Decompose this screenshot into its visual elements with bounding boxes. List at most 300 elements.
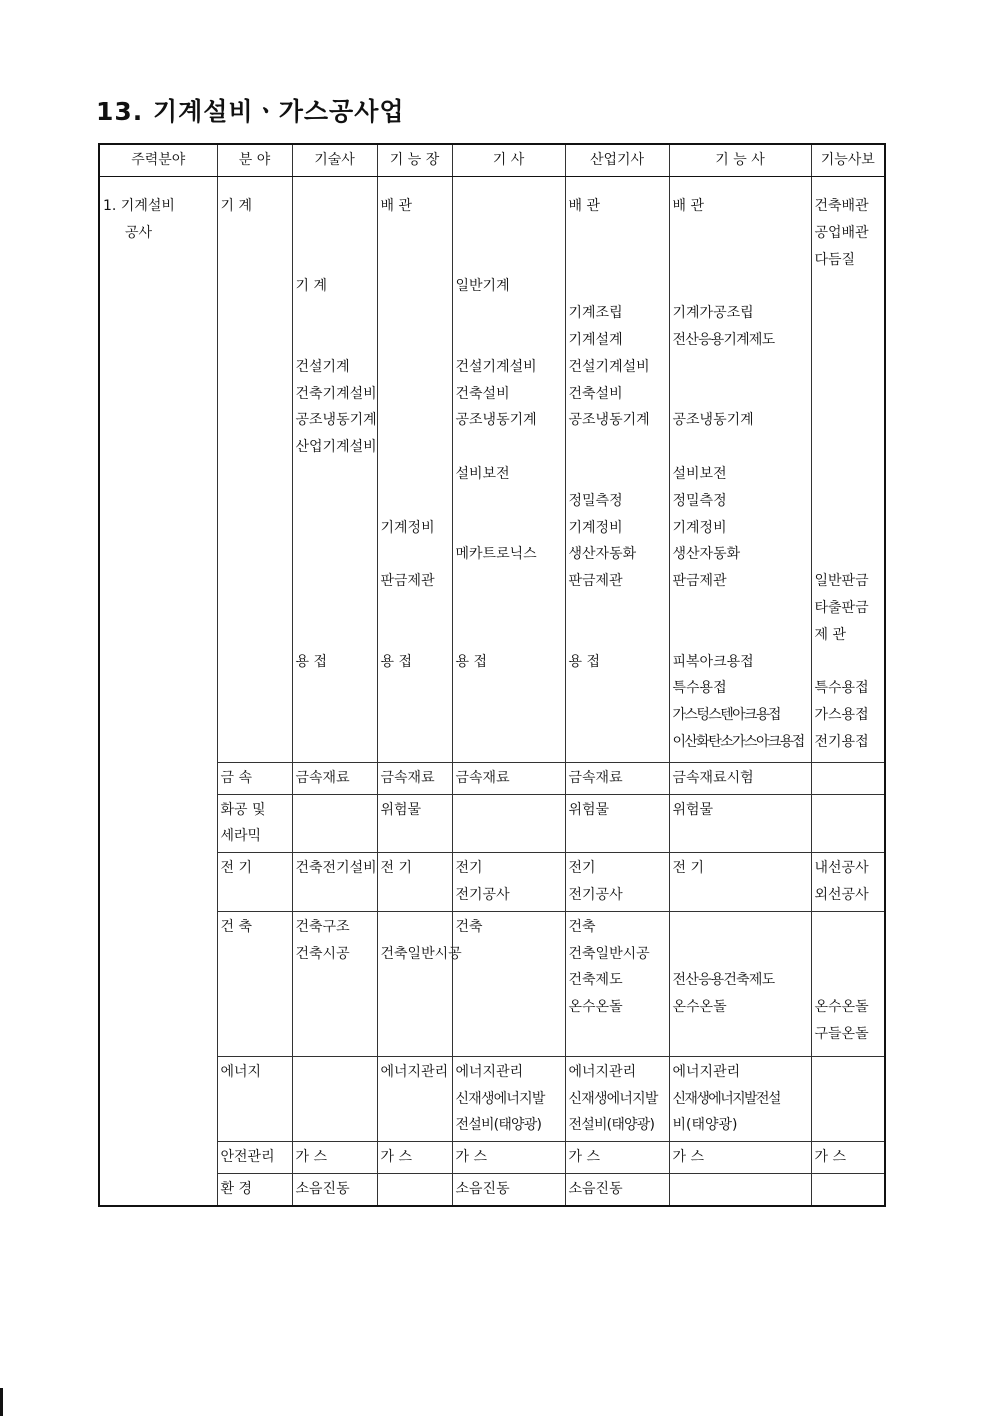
qualification-cell: [377, 1173, 452, 1205]
blank-line: [456, 675, 562, 702]
qualification-item: 건설기계설비: [455, 358, 537, 375]
blank-line: [456, 568, 562, 595]
blank-line: [381, 1112, 449, 1139]
qualification-item: 에너지관리: [568, 1063, 637, 1080]
qualification-table: [98, 143, 886, 1207]
blank-line: [815, 488, 882, 515]
blank-line: [381, 914, 449, 941]
qualification-item: 건축일반시공: [568, 945, 650, 962]
qualification-item: 금속재료: [455, 769, 510, 786]
qualification-item: 전기공사: [568, 886, 623, 903]
blank-line: [673, 882, 808, 909]
blank-line: [296, 515, 374, 542]
qualification-item: 가 스: [455, 1149, 487, 1166]
blank-line: [815, 541, 882, 568]
qualification-cell: [292, 177, 377, 763]
qualification-item: 금속재료: [295, 769, 350, 786]
blank-line: [815, 797, 882, 824]
main-field-line: 공사: [125, 224, 153, 241]
table-row: [99, 762, 885, 794]
main-field-line: 1. 기계설비: [103, 198, 175, 214]
qualification-item: 건축배관: [814, 198, 869, 214]
qualification-item: 신재생에너지발: [568, 1090, 658, 1107]
blank-line: [815, 1112, 882, 1139]
blank-line: [296, 729, 374, 756]
qualification-item: 소음진동: [568, 1180, 623, 1197]
qualification-item: 온수온돌: [672, 999, 727, 1016]
qualification-cell: [452, 1056, 565, 1141]
qualification-item: 외선공사: [814, 886, 869, 903]
blank-line: [381, 595, 449, 622]
blank-line: [815, 407, 882, 434]
header-row: [99, 144, 885, 177]
qualification-item: 피복아크용접: [672, 653, 754, 670]
field-label: 건 축: [220, 918, 252, 935]
qualification-cell: [669, 911, 811, 1056]
qualification-cell: [452, 911, 565, 1056]
blank-line: [296, 247, 374, 274]
field-cell: [217, 794, 292, 853]
qualification-item: 건축설비: [568, 385, 623, 402]
qualification-item: 신재생에너지발전설: [672, 1090, 780, 1107]
qualification-item: 용 접: [455, 653, 487, 670]
column-header: 기술사: [292, 144, 377, 177]
qualification-cell: [811, 1142, 885, 1174]
blank-line: [381, 273, 449, 300]
qualification-cell: [669, 1142, 811, 1174]
blank-line: [381, 823, 449, 850]
qualification-cell: [292, 762, 377, 794]
qualification-cell: [565, 1056, 669, 1141]
qualification-item: 전설비(태양광): [455, 1117, 542, 1134]
blank-line: [569, 729, 666, 756]
blank-line: [456, 595, 562, 622]
blank-line: [381, 675, 449, 702]
blank-line: [456, 797, 562, 824]
blank-line: [296, 595, 374, 622]
blank-line: [296, 675, 374, 702]
column-header: 기능사보: [811, 144, 885, 177]
blank-line: [381, 541, 449, 568]
blank-line: [456, 515, 562, 542]
qualification-cell: [669, 853, 811, 912]
blank-line: [673, 247, 808, 274]
qualification-item: 공조냉동기계: [672, 412, 754, 429]
qualification-item: 배 관: [568, 198, 600, 214]
blank-line: [381, 1021, 449, 1048]
blank-line: [456, 327, 562, 354]
blank-line: [815, 967, 882, 994]
blank-line: [296, 702, 374, 729]
qualification-item: 에너지관리: [672, 1063, 741, 1080]
blank-line: [815, 515, 882, 542]
qualification-cell: [452, 1142, 565, 1174]
blank-line: [296, 300, 374, 327]
qualification-item: 가 스: [814, 1149, 846, 1166]
qualification-item: 구들온돌: [814, 1025, 869, 1042]
qualification-item: 이산화탄소가스아크용접: [672, 733, 804, 750]
blank-line: [381, 381, 449, 408]
blank-line: [381, 354, 449, 381]
blank-line: [815, 1176, 882, 1203]
qualification-item: 공조냉동기계: [295, 412, 377, 429]
column-header: 주력분야: [99, 144, 217, 177]
blank-line: [296, 461, 374, 488]
qualification-cell: [377, 177, 452, 763]
qualification-cell: [669, 762, 811, 794]
qualification-item: 소음진동: [455, 1180, 510, 1197]
blank-line: [456, 967, 562, 994]
field-label: 에너지: [220, 1063, 262, 1080]
qualification-cell: [292, 794, 377, 853]
qualification-cell: [811, 177, 885, 763]
qualification-item: 전기공사: [455, 886, 510, 903]
blank-line: [569, 461, 666, 488]
table-body: [99, 177, 885, 1206]
field-cell: [217, 911, 292, 1056]
qualification-item: 기계조립: [568, 305, 623, 322]
field-label: 금 속: [220, 769, 252, 786]
blank-line: [569, 247, 666, 274]
blank-line: [673, 1021, 808, 1048]
qualification-cell: [565, 762, 669, 794]
field-cell: [217, 853, 292, 912]
qualification-cell: [811, 853, 885, 912]
table-row: [99, 853, 885, 912]
field-cell: [217, 1142, 292, 1174]
blank-line: [456, 702, 562, 729]
qualification-item: 공업배관: [814, 224, 869, 241]
blank-line: [815, 461, 882, 488]
blank-line: [296, 994, 374, 1021]
qualification-item: 건축: [455, 918, 483, 935]
qualification-item: 용 접: [380, 653, 412, 670]
qualification-item: 용 접: [295, 653, 327, 670]
qualification-item: 일반판금: [814, 573, 869, 590]
field-label: 환 경: [220, 1180, 252, 1197]
qualification-item: 전산응용건축제도: [672, 972, 775, 989]
blank-line: [456, 434, 562, 461]
field-label: 안전관리: [220, 1149, 275, 1166]
blank-line: [815, 941, 882, 968]
qualification-item: 기계가공조립: [672, 305, 754, 322]
field-label: 화공 및: [220, 801, 266, 818]
qualification-item: 설비보전: [672, 465, 727, 482]
qualification-cell: [377, 1142, 452, 1174]
blank-line: [381, 622, 449, 649]
qualification-item: 공조냉동기계: [568, 412, 650, 429]
blank-line: [381, 434, 449, 461]
table-row: [99, 911, 885, 1056]
qualification-cell: [377, 853, 452, 912]
qualification-cell: [292, 853, 377, 912]
blank-line: [381, 488, 449, 515]
qualification-item: 건축전기설비: [295, 860, 377, 877]
table-row: [99, 1173, 885, 1205]
qualification-item: 온수온돌: [568, 999, 623, 1016]
qualification-cell: [669, 1056, 811, 1141]
qualification-item: 기계정비: [672, 519, 727, 536]
qualification-item: 전 기: [380, 860, 412, 877]
blank-line: [815, 1086, 882, 1113]
blank-line: [456, 300, 562, 327]
blank-line: [381, 967, 449, 994]
qualification-item: 배 관: [380, 198, 412, 214]
blank-line: [381, 882, 449, 909]
blank-line: [673, 273, 808, 300]
qualification-item: 생산자동화: [568, 546, 637, 563]
blank-line: [815, 381, 882, 408]
qualification-item: 전기: [568, 860, 596, 877]
blank-line: [296, 193, 374, 220]
blank-line: [456, 994, 562, 1021]
qualification-item: 신재생에너지발: [455, 1090, 545, 1107]
column-header: 분 야: [217, 144, 292, 177]
column-header: 기 사: [452, 144, 565, 177]
blank-line: [381, 729, 449, 756]
blank-line: [296, 1086, 374, 1113]
blank-line: [296, 1021, 374, 1048]
blank-line: [569, 823, 666, 850]
blank-line: [569, 595, 666, 622]
qualification-item: 위험물: [568, 801, 610, 818]
qualification-item: 가 스: [568, 1149, 600, 1166]
blank-line: [815, 434, 882, 461]
blank-line: [456, 941, 562, 968]
blank-line: [296, 797, 374, 824]
blank-line: [296, 327, 374, 354]
blank-line: [456, 488, 562, 515]
qualification-item: 설비보전: [455, 465, 510, 482]
qualification-cell: [452, 762, 565, 794]
qualification-item: 비(태양광): [672, 1117, 738, 1134]
qualification-cell: [811, 794, 885, 853]
blank-line: [815, 327, 882, 354]
qualification-item: 건축기계설비: [295, 385, 377, 402]
blank-line: [815, 765, 882, 792]
qualification-item: 판금제관: [672, 573, 727, 590]
blank-line: [673, 1176, 808, 1203]
qualification-item: 위험물: [380, 801, 422, 818]
blank-line: [673, 595, 808, 622]
blank-line: [456, 220, 562, 247]
blank-line: [296, 568, 374, 595]
blank-line: [381, 1176, 449, 1203]
qualification-item: 전기용접: [814, 733, 869, 750]
qualification-item: 에너지관리: [380, 1063, 449, 1080]
qualification-item: 위험물: [672, 801, 714, 818]
qualification-item: 전설비(태양광): [568, 1117, 655, 1134]
qualification-cell: [565, 853, 669, 912]
qualification-cell: [565, 911, 669, 1056]
blank-line: [456, 823, 562, 850]
qualification-item: 다듬질: [814, 251, 856, 268]
table-row: [99, 1056, 885, 1141]
table-row: [99, 1142, 885, 1174]
qualification-item: 전산응용기계제도: [672, 331, 775, 348]
qualification-item: 생산자동화: [672, 546, 741, 563]
field-label: 기 계: [220, 198, 252, 214]
qualification-item: 일반기계: [455, 278, 510, 295]
blank-line: [569, 702, 666, 729]
blank-line: [569, 434, 666, 461]
blank-line: [296, 541, 374, 568]
qualification-item: 소음진동: [295, 1180, 350, 1197]
qualification-item: 건축일반시공: [380, 945, 462, 962]
blank-line: [456, 1021, 562, 1048]
field-label: 전 기: [220, 860, 252, 877]
blank-line: [296, 622, 374, 649]
main-field-cell: [99, 177, 217, 1206]
qualification-item: 특수용접: [814, 680, 869, 697]
margin-mark: [0, 1388, 3, 1416]
blank-line: [381, 327, 449, 354]
qualification-cell: [669, 177, 811, 763]
qualification-item: 산업기계설비: [295, 439, 377, 456]
blank-line: [673, 220, 808, 247]
qualification-cell: [452, 794, 565, 853]
qualification-item: 판금제관: [568, 573, 623, 590]
blank-line: [296, 882, 374, 909]
blank-line: [815, 300, 882, 327]
qualification-cell: [292, 911, 377, 1056]
blank-line: [296, 220, 374, 247]
blank-line: [815, 649, 882, 676]
qualification-item: 건축제도: [568, 972, 623, 989]
qualification-cell: [811, 1056, 885, 1141]
qualification-item: 타출판금: [814, 599, 869, 616]
qualification-cell: [811, 911, 885, 1056]
blank-line: [569, 220, 666, 247]
blank-line: [381, 300, 449, 327]
qualification-item: 전 기: [672, 860, 704, 877]
qualification-cell: [452, 853, 565, 912]
blank-line: [569, 1021, 666, 1048]
blank-line: [815, 354, 882, 381]
qualification-cell: [292, 1056, 377, 1141]
qualification-item: 건축시공: [295, 945, 350, 962]
qualification-cell: [377, 911, 462, 1056]
qualification-item: 건축설비: [455, 385, 510, 402]
qualification-item: 전기: [455, 860, 483, 877]
blank-line: [381, 247, 449, 274]
blank-line: [815, 823, 882, 850]
blank-line: [296, 967, 374, 994]
page-title: 13. 기계설비ㆍ가스공사업: [96, 97, 405, 126]
table-row: [99, 794, 885, 853]
blank-line: [296, 1112, 374, 1139]
qualification-item: 공조냉동기계: [455, 412, 537, 429]
qualification-cell: [452, 177, 565, 763]
field-cell: [217, 1173, 292, 1205]
blank-line: [381, 1086, 449, 1113]
blank-line: [456, 247, 562, 274]
qualification-item: 건축구조: [295, 918, 350, 935]
blank-line: [815, 273, 882, 300]
qualification-cell: [669, 1173, 811, 1205]
qualification-item: 판금제관: [380, 573, 435, 590]
qualification-cell: [565, 177, 669, 763]
qualification-item: 특수용접: [672, 680, 727, 697]
blank-line: [569, 675, 666, 702]
column-header: 기 능 사: [669, 144, 811, 177]
blank-line: [673, 823, 808, 850]
field-cell: [217, 177, 292, 763]
blank-line: [296, 488, 374, 515]
qualification-cell: [811, 762, 885, 794]
qualification-item: 금속재료: [380, 769, 435, 786]
qualification-item: 건설기계: [295, 358, 350, 375]
qualification-cell: [565, 1173, 669, 1205]
qualification-cell: [292, 1173, 377, 1205]
blank-line: [673, 941, 808, 968]
qualification-item: 제 관: [814, 626, 846, 643]
qualification-item: 가 스: [380, 1149, 412, 1166]
blank-line: [456, 729, 562, 756]
blank-line: [569, 273, 666, 300]
qualification-item: 배 관: [672, 198, 704, 214]
blank-line: [673, 434, 808, 461]
blank-line: [381, 407, 449, 434]
qualification-cell: [377, 762, 452, 794]
qualification-item: 건설기계설비: [568, 358, 650, 375]
qualification-cell: [811, 1173, 885, 1205]
field-label: 세라믹: [220, 828, 262, 845]
qualification-cell: [377, 1056, 452, 1141]
qualification-item: 건축: [568, 918, 596, 935]
qualification-cell: [669, 794, 811, 853]
qualification-cell: [565, 1142, 669, 1174]
blank-line: [815, 1059, 882, 1086]
blank-line: [673, 354, 808, 381]
qualification-cell: [377, 794, 452, 853]
qualification-item: 정밀측정: [568, 492, 623, 509]
blank-line: [381, 994, 449, 1021]
qualification-item: 온수온돌: [814, 999, 869, 1016]
qualification-item: 기계정비: [380, 519, 435, 536]
blank-line: [456, 622, 562, 649]
field-cell: [217, 762, 292, 794]
qualification-item: 메카트로닉스: [455, 546, 537, 563]
qualification-item: 가 스: [672, 1149, 704, 1166]
blank-line: [296, 823, 374, 850]
column-header: 기 능 장: [377, 144, 452, 177]
qualification-cell: [452, 1173, 565, 1205]
blank-line: [815, 914, 882, 941]
qualification-item: 용 접: [568, 653, 600, 670]
qualification-item: 가 스: [295, 1149, 327, 1166]
qualification-item: 기계설계: [568, 331, 623, 348]
blank-line: [673, 381, 808, 408]
blank-line: [673, 914, 808, 941]
blank-line: [296, 1059, 374, 1086]
table-row: [99, 177, 885, 763]
blank-line: [381, 461, 449, 488]
qualification-item: 기계정비: [568, 519, 623, 536]
field-cell: [217, 1056, 292, 1141]
qualification-item: 가스텅스텐아크용접: [672, 707, 780, 724]
qualification-cell: [292, 1142, 377, 1174]
qualification-item: 에너지관리: [455, 1063, 524, 1080]
blank-line: [673, 622, 808, 649]
qualification-item: 내선공사: [814, 860, 869, 877]
blank-line: [569, 622, 666, 649]
qualification-item: 가스용접: [814, 707, 869, 724]
qualification-item: 금속재료시험: [672, 769, 754, 786]
blank-line: [456, 193, 562, 220]
qualification-cell: [565, 794, 669, 853]
blank-line: [381, 702, 449, 729]
